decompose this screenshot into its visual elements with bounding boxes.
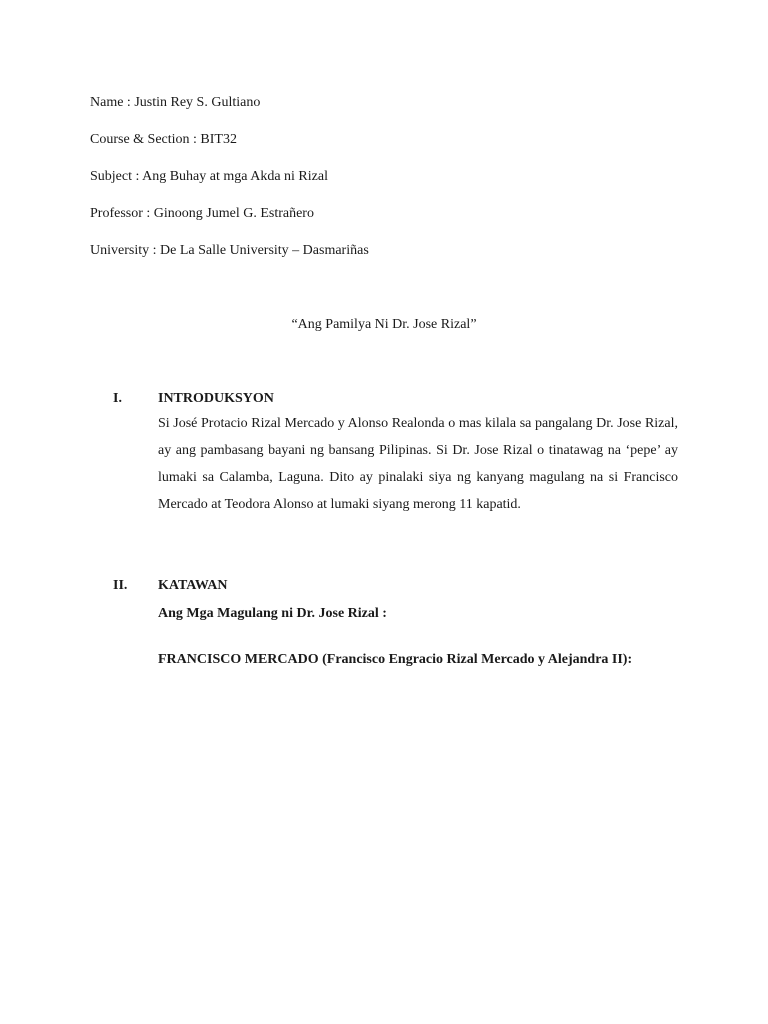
course-section-line: Course & Section : BIT32 (90, 132, 237, 147)
student-name-line: Name : Justin Rey S. Gultiano (90, 95, 261, 110)
section-body (158, 577, 678, 669)
section-heading: INTRODUKSYON (158, 391, 274, 406)
section-numeral: I. (113, 391, 122, 406)
document-title: “Ang Pamilya Ni Dr. Jose Rizal” (291, 317, 477, 332)
university-line: University : De La Salle University – Dasmariñas (90, 243, 369, 258)
professor-line: Professor : Ginoong Jumel G. Estrañero (90, 206, 314, 221)
section-paragraph: Si José Protacio Rizal Mercado y Alonso Realonda o mas kilala sa pangalang Dr. Jose Rizal, ay ang pambasang bayani ng bansang Pilipinas. Si Dr. Jose Rizal o tinatawag na ‘pepe’ ay lumaki sa Calamba, Laguna. Dito ay pinalaki siya ng kanyang magulang na si Francisco Mercado at Teodora Alonso at lumaki siyang merong 11 kapatid. (158, 416, 678, 512)
section-heading: KATAWAN (158, 578, 228, 593)
section-numeral: II. (113, 578, 128, 593)
parents-subheading: Ang Mga Magulang ni Dr. Jose Rizal : (158, 606, 387, 621)
section-body (158, 390, 678, 518)
subject-line: Subject : Ang Buhay at mga Akda ni Rizal (90, 169, 328, 184)
father-subheading: FRANCISCO MERCADO (Francisco Engracio Rizal Mercado y Alejandra II): (158, 652, 633, 667)
